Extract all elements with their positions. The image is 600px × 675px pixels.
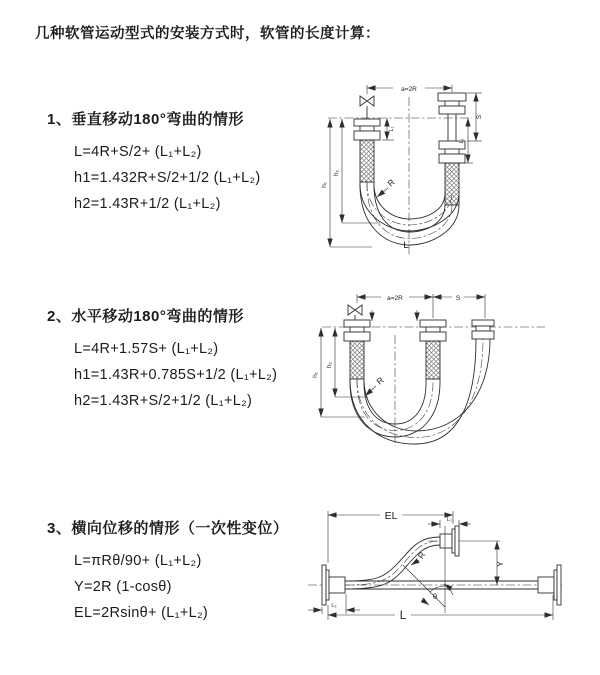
section-2-heading: 2、水平移动180°弯曲的情形 [47, 308, 244, 325]
formula-line: L=4R+S/2+ (L₁+L₂) [74, 144, 202, 160]
diagram-horizontal-180-bend [310, 285, 600, 450]
dim-label-l2: L₂ [331, 603, 337, 609]
angle-label: θ [432, 592, 438, 601]
dimension-el [328, 508, 453, 563]
formula-line: h2=1.43R+1/2 (L₁+L₂) [74, 196, 221, 212]
formula-line: h1=1.432R+S/2+1/2 (L₁+L₂) [74, 170, 261, 186]
diagram-vertical-180-bend [310, 75, 590, 260]
hose-arcs [360, 182, 459, 245]
radius-label: R [415, 549, 428, 561]
right-fitting-shifted [472, 320, 494, 339]
radius-callout [365, 375, 386, 396]
dim-label-a2r: a=2R [387, 295, 403, 302]
formula-line: EL=2Rsinθ+ (L₁+L₂) [74, 605, 209, 621]
left-fitting [344, 320, 370, 379]
right-fitting-upper [438, 93, 466, 144]
dimension-l [328, 595, 553, 622]
right-flange [538, 565, 561, 605]
dimension-a2r [367, 83, 452, 94]
movement-arrows [372, 310, 417, 321]
dimension-a2r [357, 292, 433, 318]
dimension-l1 [428, 517, 471, 528]
section-3-heading: 3、横向位移的情形（一次性变位） [47, 520, 289, 537]
diagram-lateral-displacement [300, 495, 600, 650]
section-lateral-displacement [47, 517, 307, 626]
hose-arcs-position2 [350, 339, 490, 444]
section-vertical-movement [47, 108, 307, 217]
page-title: 几种软管运动型式的安装方式时，软管的长度计算： [35, 26, 380, 42]
dim-label-l1: L₁ [447, 517, 452, 523]
formula-line: L=4R+1.57S+ (L₁+L₂) [74, 341, 219, 357]
radius-label: R [374, 374, 386, 387]
radius-callout [377, 177, 397, 197]
dim-label-h2: h₂ [326, 361, 333, 369]
section-1-heading: 1、垂直移动180°弯曲的情形 [47, 111, 244, 128]
dim-label-y: Y [495, 561, 505, 567]
length-label: L [399, 610, 407, 622]
left-fitting [354, 119, 380, 182]
dimension-l2 [308, 594, 360, 614]
dim-label-l1: L₁ [389, 126, 395, 132]
length-label: L [403, 240, 409, 251]
dimension-s [467, 93, 483, 141]
radius-label: R [385, 176, 397, 189]
centerlines [308, 541, 562, 585]
formula-line: h2=1.43R+S/2+1/2 (L₁+L₂) [74, 393, 253, 409]
valve-icon [360, 96, 374, 119]
dim-label-l1: L₁ [459, 138, 465, 144]
dim-label-s: S [476, 114, 483, 120]
middle-fitting [420, 320, 446, 379]
dim-label-a2r: a=2R [401, 86, 417, 93]
dimension-s [433, 292, 485, 318]
dim-label-el: EL [384, 510, 398, 522]
radius-callout [411, 550, 427, 565]
formula-line: Y=2R (1-cosθ) [74, 579, 172, 595]
left-flange [322, 565, 345, 605]
formula-line: h1=1.43R+0.785S+1/2 (L₁+L₂) [74, 367, 278, 383]
formula-line: L=πRθ/90+ (L₁+L₂) [74, 553, 202, 569]
dimension-y [459, 541, 505, 585]
upper-flange [440, 526, 459, 556]
dim-label-h2: h₂ [333, 169, 340, 177]
dim-label-h1: h₁ [321, 182, 328, 188]
section-horizontal-movement [47, 305, 307, 414]
valve-icon [348, 305, 362, 320]
dim-label-s: S [455, 295, 461, 302]
dimension-l1-left [382, 118, 395, 140]
dim-label-h1: h₁ [312, 372, 319, 378]
